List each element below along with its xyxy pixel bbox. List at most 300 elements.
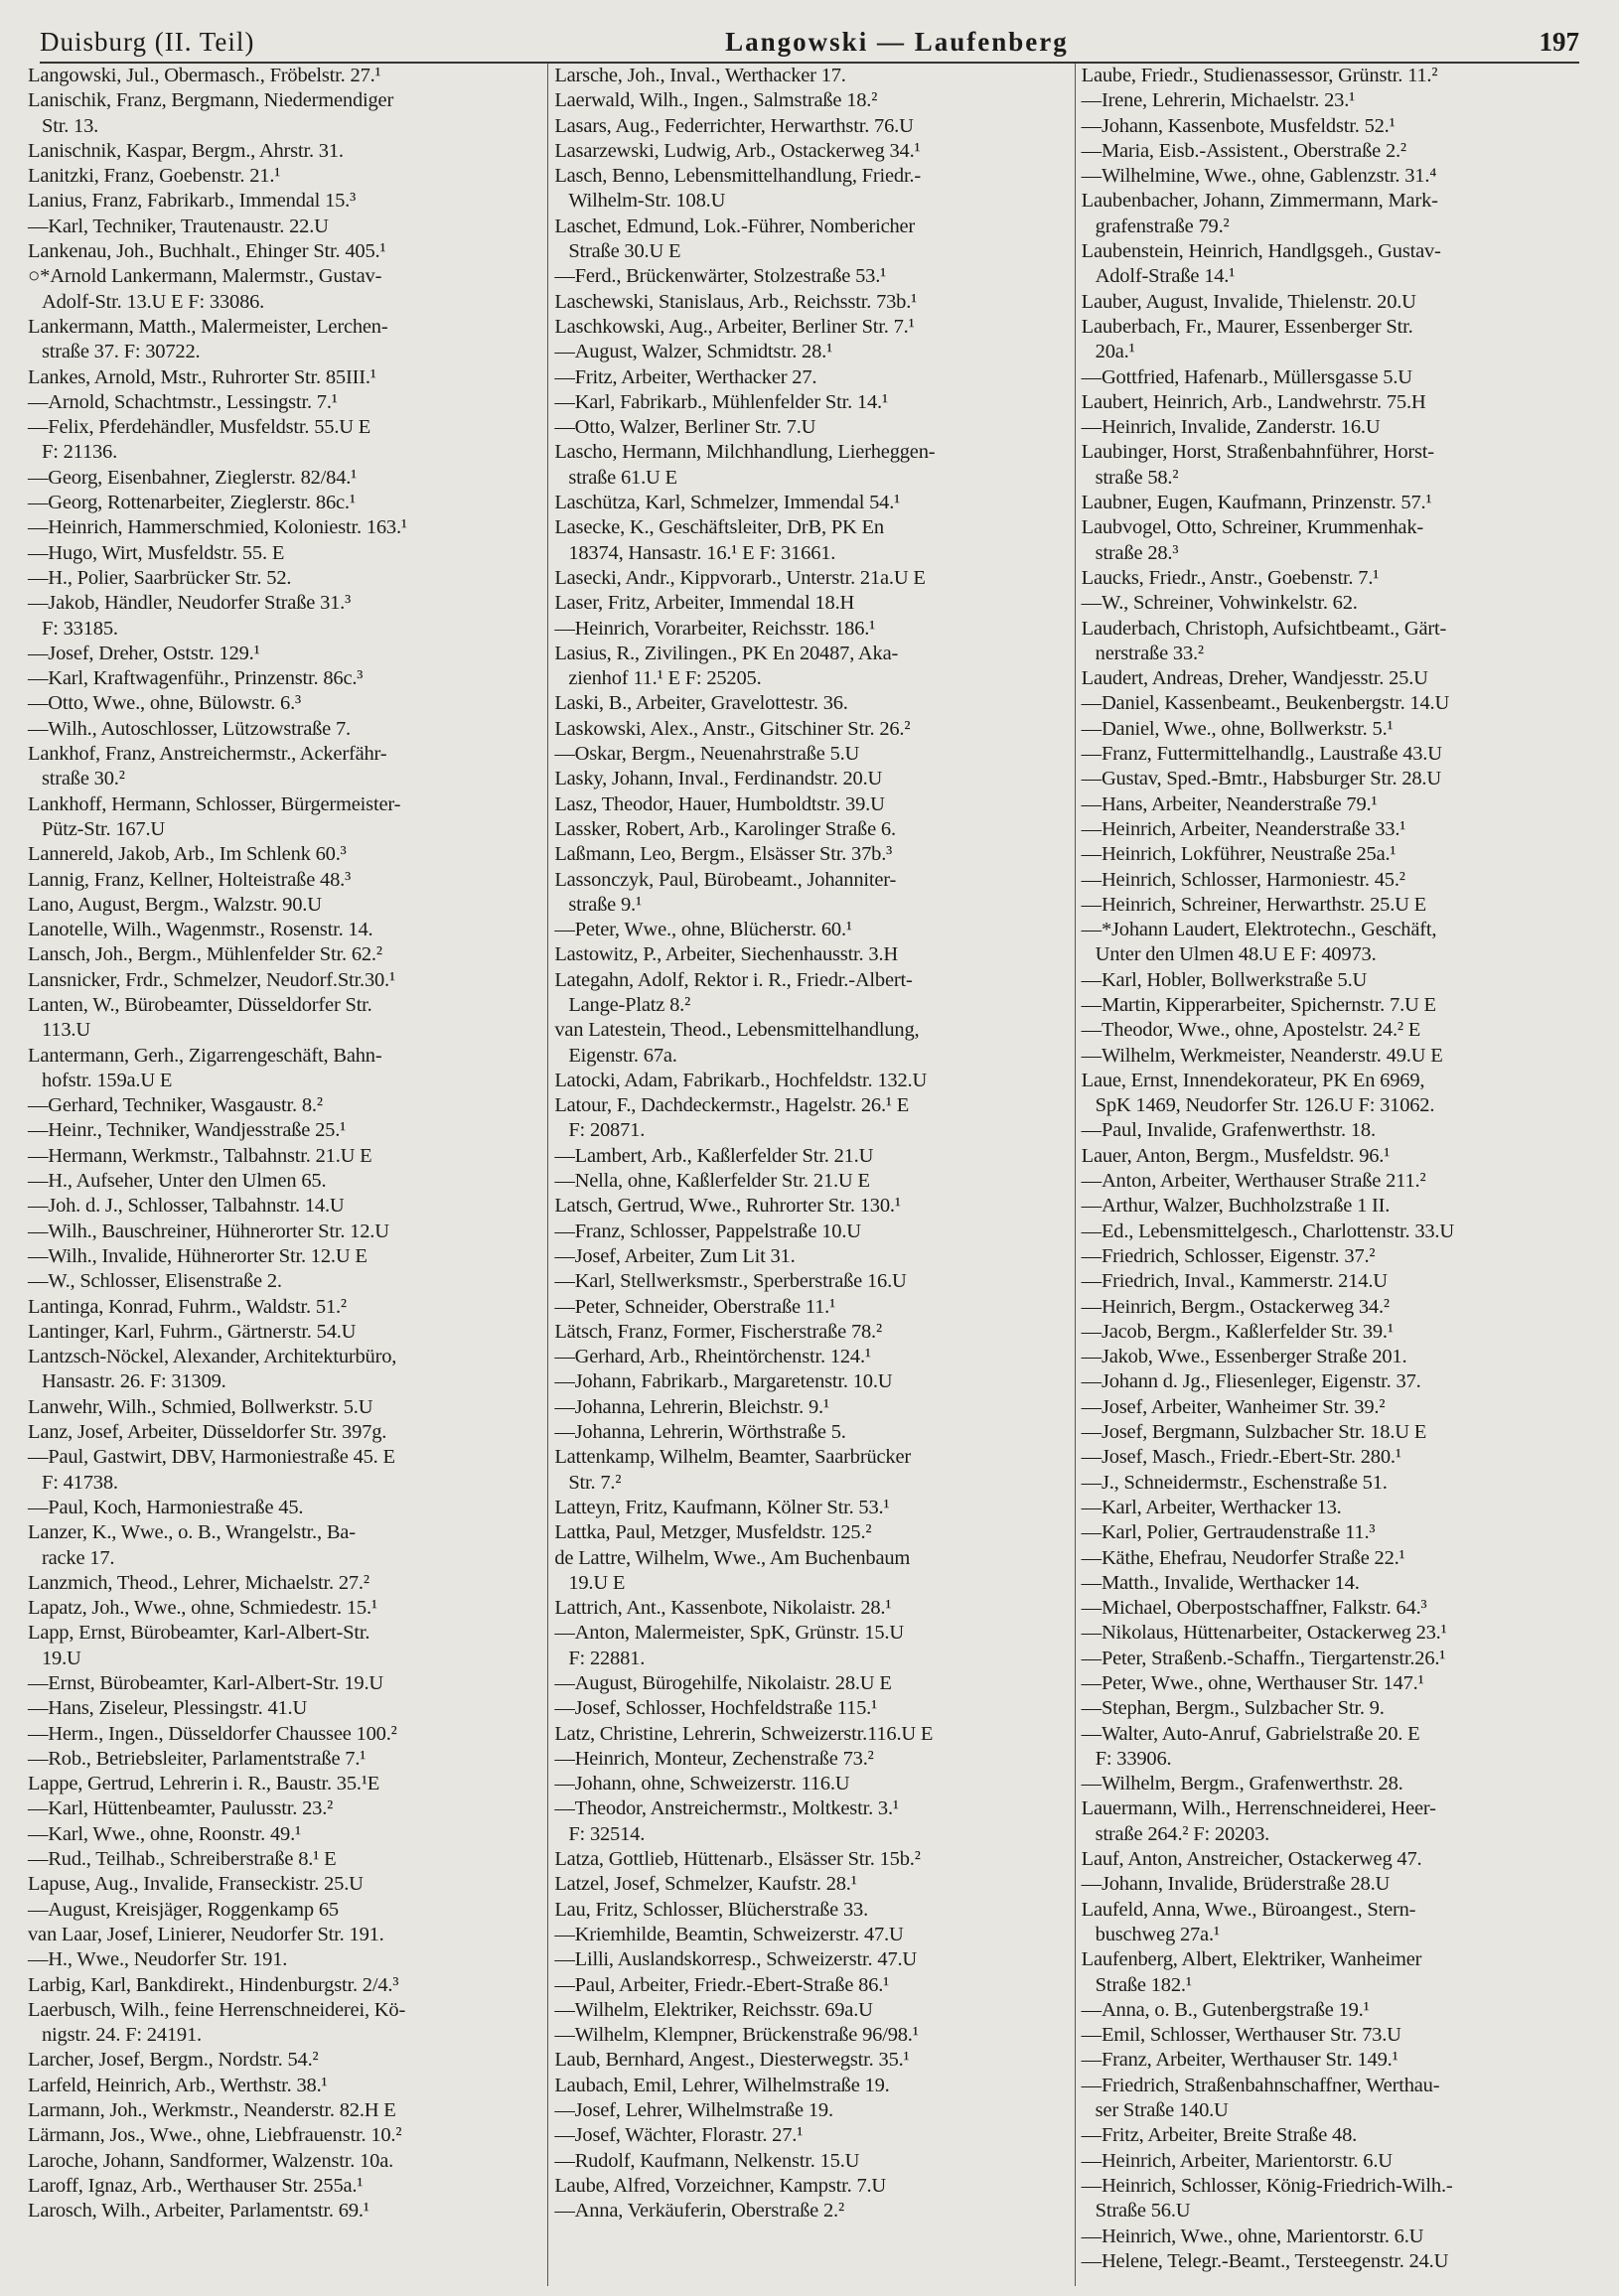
directory-entry bbox=[1082, 1395, 1595, 1420]
entry-line: —Johanna, Lehrerin, Bleichstr. 9.¹ bbox=[554, 1395, 829, 1418]
directory-entry bbox=[1082, 415, 1595, 440]
entry-line: —Friedrich, Inval., Kammerstr. 214.U bbox=[1081, 1270, 1388, 1293]
directory-entry bbox=[554, 868, 1068, 919]
entry-continuation-line: F: 21136. bbox=[42, 441, 118, 464]
entry-line: Lauderbach, Christoph, Aufsichtbeamt., Gärt- bbox=[1081, 617, 1447, 640]
entry-continuation-line: F: 20871. bbox=[568, 1119, 646, 1142]
entry-line: Laufeld, Anna, Wwe., Büroangest., Stern- bbox=[1081, 1898, 1416, 1921]
directory-entry bbox=[554, 1144, 1068, 1169]
directory-entry bbox=[28, 264, 541, 315]
entry-line: —Ferd., Brückenwärter, Stolzestraße 53.¹ bbox=[554, 265, 887, 288]
entry-line: —Jakob, Händler, Neudorfer Straße 31.³ bbox=[28, 592, 352, 615]
directory-entry bbox=[554, 1194, 1068, 1219]
entry-line: —Josef, Arbeiter, Zum Lit 31. bbox=[554, 1244, 796, 1267]
directory-entry bbox=[554, 491, 1068, 515]
entry-line: —Wilhelm, Elektriker, Reichsstr. 69a.U bbox=[554, 1998, 873, 2021]
directory-entry bbox=[28, 842, 541, 867]
entry-line: —Karl, Techniker, Trautenaustr. 22.U bbox=[28, 215, 329, 237]
entry-line: —Karl, Polier, Gertraudenstraße 11.³ bbox=[1081, 1521, 1376, 1544]
entry-continuation-line: Lange-Platz 8.² bbox=[568, 993, 691, 1016]
entry-line: Laroff, Ignaz, Arb., Werthauser Str. 255a.¹ bbox=[28, 2174, 364, 2197]
directory-entry bbox=[28, 691, 541, 716]
entry-line: —Wilh., Invalide, Hühnerorter Str. 12.U E bbox=[28, 1244, 368, 1267]
entry-line: —Peter, Wwe., ohne, Werthauser Str. 147.¹ bbox=[1081, 1672, 1424, 1694]
entry-line: Langowski, Jul., Obermasch., Fröbelstr. 27.¹ bbox=[28, 65, 381, 86]
entry-continuation-line: F: 33185. bbox=[42, 617, 118, 640]
directory-entry bbox=[554, 1169, 1068, 1194]
entry-continuation-line: F: 22881. bbox=[568, 1647, 646, 1669]
entry-line: Latteyn, Fritz, Kaufmann, Kölner Str. 53.¹ bbox=[554, 1496, 890, 1518]
entry-line: Laschkowski, Aug., Arbeiter, Berliner Str. 7.¹ bbox=[554, 315, 915, 338]
directory-entry bbox=[1082, 1144, 1595, 1169]
entry-line: —Heinrich, Arbeiter, Marientorstr. 6.U bbox=[1081, 2149, 1393, 2172]
directory-entry bbox=[1082, 1269, 1595, 1294]
directory-entry bbox=[28, 1671, 541, 1696]
page-header bbox=[40, 12, 1579, 64]
entry-continuation-line: Wilhelm-Str. 108.U bbox=[568, 190, 726, 213]
entry-continuation-line: Straße 30.U E bbox=[568, 240, 681, 263]
directory-columns bbox=[22, 64, 1601, 2286]
entry-line: —Otto, Walzer, Berliner Str. 7.U bbox=[554, 416, 816, 439]
directory-entry bbox=[28, 1571, 541, 1596]
entry-continuation-line: Unter den Ulmen 48.U E F: 40973. bbox=[1095, 943, 1377, 966]
directory-entry bbox=[28, 1998, 541, 2049]
entry-line: Lappe, Gertrud, Lehrerin i. R., Baustr. 35.¹E bbox=[28, 1773, 380, 1795]
entry-continuation-line: SpK 1469, Neudorfer Str. 126.U F: 31062. bbox=[1095, 1094, 1435, 1117]
directory-entry bbox=[28, 2048, 541, 2073]
entry-line: —Theodor, Wwe., ohne, Apostelstr. 24.² E bbox=[1081, 1019, 1421, 1042]
directory-entry bbox=[28, 1220, 541, 1244]
directory-entry bbox=[1082, 1520, 1595, 1545]
entry-line: Laufenberg, Albert, Elektriker, Wanheimer bbox=[1081, 1948, 1422, 1971]
directory-entry bbox=[28, 591, 541, 642]
directory-entry bbox=[28, 717, 541, 742]
directory-entry bbox=[554, 817, 1068, 842]
entry-line: —Lilli, Auslandskorresp., Schweizerstr. 47.U bbox=[554, 1948, 918, 1971]
directory-entry bbox=[554, 1069, 1068, 1093]
entry-line: Lankhof, Franz, Anstreichermstr., Ackerfähr- bbox=[28, 743, 387, 766]
directory-entry bbox=[554, 1998, 1068, 2023]
directory-entry bbox=[554, 315, 1068, 340]
entry-line: Lannereld, Jakob, Arb., Im Schlenk 60.³ bbox=[28, 843, 347, 866]
directory-entry bbox=[28, 1144, 541, 1169]
directory-entry bbox=[1082, 1044, 1595, 1069]
entry-line: —Wilhelm, Klempner, Brückenstraße 96/98.¹ bbox=[554, 2024, 919, 2047]
entry-line: Lapatz, Joh., Wwe., ohne, Schmiedestr. 15.¹ bbox=[28, 1597, 377, 1620]
directory-entry bbox=[554, 691, 1068, 716]
entry-line: Laroche, Johann, Sandformer, Walzenstr. 10a. bbox=[28, 2149, 394, 2172]
directory-entry bbox=[1082, 1696, 1595, 1721]
entry-line: —Paul, Arbeiter, Friedr.-Ebert-Straße 86.¹ bbox=[554, 1973, 890, 1996]
directory-entry bbox=[28, 2149, 541, 2174]
entry-line: Lanischik, Franz, Bergmann, Niedermendiger bbox=[28, 89, 394, 112]
directory-entry bbox=[1082, 1320, 1595, 1345]
directory-entry bbox=[554, 415, 1068, 440]
directory-entry bbox=[28, 642, 541, 666]
entry-continuation-line: Hansastr. 26. F: 31309. bbox=[42, 1370, 226, 1393]
entry-line: Laubinger, Horst, Straßenbahnführer, Horst- bbox=[1081, 441, 1434, 464]
directory-entry bbox=[554, 1395, 1068, 1420]
directory-entry bbox=[554, 2048, 1068, 2073]
directory-entry bbox=[28, 390, 541, 415]
entry-line: —Karl, Arbeiter, Werthacker 13. bbox=[1081, 1496, 1342, 1518]
directory-entry bbox=[1082, 1069, 1595, 1119]
directory-entry bbox=[554, 1420, 1068, 1445]
entry-line: —Käthe, Ehefrau, Neudorfer Straße 22.¹ bbox=[1081, 1546, 1405, 1569]
entry-line: —Karl, Wwe., ohne, Roonstr. 49.¹ bbox=[28, 1822, 301, 1845]
directory-entry bbox=[28, 1420, 541, 1445]
entry-line: —Lambert, Arb., Kaßlerfelder Str. 21.U bbox=[554, 1144, 874, 1167]
directory-entry bbox=[1082, 1872, 1595, 1897]
directory-entry bbox=[28, 1796, 541, 1821]
entry-line: Lasch, Benno, Lebensmittelhandlung, Friedr.- bbox=[554, 165, 921, 188]
entry-line: Lattka, Paul, Metzger, Musfeldstr. 125.² bbox=[554, 1521, 872, 1544]
directory-entry bbox=[554, 2149, 1068, 2174]
directory-entry bbox=[554, 2074, 1068, 2098]
directory-entry bbox=[28, 942, 541, 967]
directory-entry bbox=[554, 767, 1068, 791]
directory-entry bbox=[28, 1596, 541, 1621]
directory-entry bbox=[28, 1747, 541, 1772]
directory-entry bbox=[554, 1295, 1068, 1320]
directory-entry bbox=[1082, 1647, 1595, 1671]
directory-entry bbox=[554, 1923, 1068, 1947]
entry-line: —Karl, Fabrikarb., Mühlenfelder Str. 14.¹ bbox=[554, 390, 888, 413]
entry-line: —Heinrich, Monteur, Zechenstraße 73.² bbox=[554, 1747, 874, 1770]
entry-line: Laschewski, Stanislaus, Arb., Reichsstr. 73b.¹ bbox=[554, 290, 918, 313]
directory-entry bbox=[554, 2174, 1068, 2199]
directory-entry bbox=[28, 1093, 541, 1118]
entry-line: —Walter, Auto-Anruf, Gabrielstraße 20. E bbox=[1081, 1722, 1420, 1745]
entry-line: Lanwehr, Wilh., Schmied, Bollwerkstr. 5.U bbox=[28, 1395, 373, 1418]
directory-entry bbox=[28, 1496, 541, 1520]
entry-line: —Emil, Schlosser, Werthauser Str. 73.U bbox=[1081, 2024, 1401, 2047]
directory-entry bbox=[554, 290, 1068, 315]
directory-entry bbox=[554, 1898, 1068, 1923]
directory-entry bbox=[554, 742, 1068, 767]
directory-entry bbox=[1082, 1898, 1595, 1948]
directory-entry bbox=[1082, 1796, 1595, 1847]
directory-entry bbox=[1082, 1220, 1595, 1244]
directory-entry bbox=[28, 466, 541, 491]
directory-entry bbox=[554, 1872, 1068, 1897]
directory-entry bbox=[554, 215, 1068, 265]
entry-line: Laubenbacher, Johann, Zimmermann, Mark- bbox=[1081, 190, 1438, 213]
entry-continuation-line: Straße 56.U bbox=[1095, 2200, 1191, 2223]
directory-entry bbox=[28, 666, 541, 691]
entry-line: —Franz, Futtermittelhandlg., Laustraße 43.U bbox=[1081, 743, 1442, 766]
directory-entry bbox=[28, 1395, 541, 1420]
directory-entry bbox=[554, 1671, 1068, 1696]
entry-line: Laschet, Edmund, Lok.-Führer, Nombericher bbox=[554, 215, 916, 237]
entry-line: Lanzmich, Theod., Lehrer, Michaelstr. 27.² bbox=[28, 1571, 369, 1594]
entry-line: —Otto, Wwe., ohne, Bülowstr. 6.³ bbox=[28, 692, 301, 715]
entry-line: Latza, Gottlieb, Hüttenarb., Elsässer Str. 15b.² bbox=[554, 1848, 921, 1871]
entry-continuation-line: 20a.¹ bbox=[1095, 341, 1135, 363]
directory-entry bbox=[28, 88, 541, 139]
entry-line: —August, Walzer, Schmidtstr. 28.¹ bbox=[554, 341, 833, 363]
entry-continuation-line: 19.U bbox=[42, 1647, 81, 1669]
entry-line: Lankermann, Matth., Malermeister, Lerchen- bbox=[28, 315, 388, 338]
entry-continuation-line: straße 9.¹ bbox=[568, 893, 642, 916]
directory-entry bbox=[1082, 1998, 1595, 2023]
page-number: 197 bbox=[1539, 27, 1579, 57]
entry-line: —Georg, Eisenbahner, Zieglerstr. 82/84.¹ bbox=[28, 466, 358, 489]
directory-entry bbox=[1082, 1445, 1595, 1470]
entry-line: —Oskar, Bergm., Neuenahrstraße 5.U bbox=[554, 743, 860, 766]
entry-line: Laskowski, Alex., Anstr., Gitschiner Str. 26.² bbox=[554, 717, 911, 740]
entry-line: Lantinga, Konrad, Fuhrm., Waldstr. 51.² bbox=[28, 1295, 347, 1318]
directory-entry bbox=[554, 717, 1068, 742]
directory-entry bbox=[28, 515, 541, 540]
entry-line: Laschütza, Karl, Schmelzer, Immendal 54.¹ bbox=[554, 492, 901, 514]
directory-entry bbox=[554, 1596, 1068, 1621]
directory-entry bbox=[554, 1369, 1068, 1394]
entry-line: —Stephan, Bergm., Sulzbacher Str. 9. bbox=[1081, 1697, 1385, 1720]
directory-entry bbox=[28, 792, 541, 843]
entry-continuation-line: Str. 7.² bbox=[568, 1471, 622, 1494]
entry-line: —Karl, Hobler, Bollwerkstraße 5.U bbox=[1081, 968, 1368, 991]
entry-line: Latsch, Gertrud, Wwe., Ruhrorter Str. 130.¹ bbox=[554, 1195, 901, 1218]
entry-continuation-line: straße 28.³ bbox=[1095, 541, 1179, 564]
entry-line: —Heinrich, Vorarbeiter, Reichsstr. 186.¹ bbox=[554, 617, 876, 640]
entry-line: —Johann, Fabrikarb., Margaretenstr. 10.U bbox=[554, 1370, 893, 1393]
entry-line: —Theodor, Anstreichermstr., Moltkestr. 3.¹ bbox=[554, 1797, 899, 1820]
entry-line: Lau, Fritz, Schlosser, Blücherstraße 33. bbox=[554, 1898, 869, 1921]
entry-line: —Michael, Oberpostschaffner, Falkstr. 64.³ bbox=[1081, 1597, 1427, 1620]
directory-entry bbox=[28, 189, 541, 214]
entry-line: Lärmann, Jos., Wwe., ohne, Liebfrauenstr. 10.² bbox=[28, 2124, 402, 2147]
directory-entry bbox=[1082, 566, 1595, 591]
directory-entry bbox=[28, 1947, 541, 1972]
entry-continuation-line: racke 17. bbox=[42, 1546, 115, 1569]
entry-line: —Friedrich, Straßenbahnschaffner, Werthau- bbox=[1081, 2074, 1440, 2096]
entry-line: —Fritz, Arbeiter, Breite Straße 48. bbox=[1081, 2124, 1358, 2147]
entry-line: Lapuse, Aug., Invalide, Franseckistr. 25.U bbox=[28, 1873, 364, 1896]
directory-entry bbox=[554, 1947, 1068, 1972]
directory-entry bbox=[28, 215, 541, 239]
directory-entry bbox=[554, 1847, 1068, 1872]
directory-entry bbox=[1082, 1722, 1595, 1773]
directory-entry bbox=[1082, 139, 1595, 164]
city-section-title: Duisburg (II. Teil) bbox=[40, 27, 255, 57]
entry-line: —August, Bürogehilfe, Nikolaistr. 28.U E bbox=[554, 1672, 892, 1694]
entry-continuation-line: Eigenstr. 67a. bbox=[568, 1044, 677, 1067]
entry-line: —Kriemhilde, Beamtin, Schweizerstr. 47.U bbox=[554, 1923, 904, 1945]
entry-line: Lansch, Joh., Bergm., Mühlenfelder Str. 62.² bbox=[28, 943, 382, 966]
directory-entry bbox=[1082, 893, 1595, 918]
entry-line: Larmann, Joh., Werkmstr., Neanderstr. 82.H E bbox=[28, 2099, 396, 2122]
directory-entry bbox=[1082, 64, 1595, 88]
directory-entry bbox=[1082, 239, 1595, 290]
directory-entry bbox=[554, 968, 1068, 1019]
entry-line: —H., Aufseher, Unter den Ulmen 65. bbox=[28, 1170, 327, 1193]
entry-line: —Johann, Kassenbote, Musfeldstr. 52.¹ bbox=[1081, 114, 1396, 137]
directory-entry bbox=[554, 1220, 1068, 1244]
directory-entry bbox=[554, 1345, 1068, 1369]
directory-entry bbox=[554, 1496, 1068, 1520]
entry-line: —Karl, Stellwerksmstr., Sperberstraße 16.U bbox=[554, 1270, 907, 1293]
entry-line: Laue, Ernst, Innendekorateur, PK En 6969, bbox=[1081, 1069, 1425, 1091]
directory-entry bbox=[28, 1194, 541, 1219]
directory-entry bbox=[1082, 515, 1595, 566]
entry-line: Lastowitz, P., Arbeiter, Siechenhausstr. 3.H bbox=[554, 943, 898, 966]
entry-line: Lätsch, Franz, Former, Fischerstraße 78.² bbox=[554, 1320, 882, 1343]
entry-line: Lauf, Anton, Anstreicher, Ostackerweg 47. bbox=[1081, 1848, 1422, 1871]
directory-entry bbox=[1082, 2149, 1595, 2174]
directory-entry bbox=[554, 1520, 1068, 1545]
directory-entry bbox=[1082, 1244, 1595, 1269]
entry-line: Lassonczyk, Paul, Bürobeamt., Johanniter- bbox=[554, 868, 897, 891]
entry-continuation-line: nerstraße 33.² bbox=[1095, 642, 1204, 664]
entry-line: —Arthur, Walzer, Buchholzstraße 1 II. bbox=[1081, 1195, 1391, 1218]
directory-entry bbox=[1082, 1118, 1595, 1143]
directory-entry bbox=[28, 2074, 541, 2098]
directory-entry bbox=[554, 1772, 1068, 1796]
directory-entry bbox=[28, 1973, 541, 1998]
directory-entry bbox=[28, 1269, 541, 1294]
entry-line: —H., Polier, Saarbrücker Str. 52. bbox=[28, 566, 292, 589]
entry-line: —Felix, Pferdehändler, Musfeldstr. 55.U E bbox=[28, 416, 371, 439]
entry-line: Lankenau, Joh., Buchhalt., Ehinger Str. 405.¹ bbox=[28, 240, 386, 263]
entry-line: Latz, Christine, Lehrerin, Schweizerstr.116.U E bbox=[554, 1722, 934, 1745]
directory-entry bbox=[28, 1772, 541, 1796]
entry-continuation-line: 113.U bbox=[42, 1019, 90, 1042]
directory-column-3 bbox=[1075, 64, 1601, 2286]
directory-entry bbox=[1082, 1546, 1595, 1571]
entry-line: —Rud., Teilhab., Schreiberstraße 8.¹ E bbox=[28, 1848, 337, 1871]
directory-entry bbox=[554, 390, 1068, 415]
directory-entry bbox=[554, 440, 1068, 491]
entry-line: Laser, Fritz, Arbeiter, Immendal 18.H bbox=[554, 592, 855, 615]
directory-entry bbox=[1082, 993, 1595, 1018]
directory-entry bbox=[28, 491, 541, 515]
directory-entry bbox=[1082, 440, 1595, 491]
entry-line: Lanitzki, Franz, Goebenstr. 21.¹ bbox=[28, 165, 281, 188]
directory-entry bbox=[28, 742, 541, 792]
entry-continuation-line: F: 32514. bbox=[568, 1822, 646, 1845]
entry-line: Laubert, Heinrich, Arb., Landwehrstr. 75.H bbox=[1081, 390, 1426, 413]
entry-line: de Lattre, Wilhelm, Wwe., Am Buchenbaum bbox=[554, 1546, 911, 1569]
directory-entry bbox=[1082, 2048, 1595, 2073]
entry-line: —Wilhelm, Bergm., Grafenwerthstr. 28. bbox=[1081, 1773, 1403, 1795]
entry-continuation-line: straße 264.² F: 20203. bbox=[1095, 1822, 1270, 1845]
entry-line: —Friedrich, Schlosser, Eigenstr. 37.² bbox=[1081, 1244, 1376, 1267]
entry-continuation-line: straße 58.² bbox=[1095, 466, 1179, 489]
entry-line: —Karl, Hüttenbeamter, Paulusstr. 23.² bbox=[28, 1797, 334, 1820]
entry-continuation-line: Pütz-Str. 167.U bbox=[42, 817, 165, 840]
entry-line: Laudert, Andreas, Dreher, Wandjesstr. 25.U bbox=[1081, 667, 1428, 690]
entry-line: Lanzer, K., Wwe., o. B., Wrangelstr., Ba- bbox=[28, 1521, 356, 1544]
directory-entry bbox=[554, 842, 1068, 867]
entry-line: Laub, Bernhard, Angest., Diesterwegstr. 35.¹ bbox=[554, 2049, 910, 2072]
directory-entry bbox=[1082, 164, 1595, 189]
directory-entry bbox=[1082, 591, 1595, 616]
directory-entry bbox=[28, 566, 541, 591]
directory-entry bbox=[28, 2199, 541, 2224]
entry-continuation-line: straße 61.U E bbox=[568, 466, 677, 489]
directory-entry bbox=[554, 1244, 1068, 1269]
entry-continuation-line: ser Straße 140.U bbox=[1095, 2099, 1229, 2122]
entry-line: Larosch, Wilh., Arbeiter, Parlamentstr. 69.¹ bbox=[28, 2200, 369, 2223]
entry-continuation-line: F: 33906. bbox=[1095, 1747, 1172, 1770]
entry-line: —Arnold, Schachtmstr., Lessingstr. 7.¹ bbox=[28, 390, 338, 413]
entry-line: —Hans, Arbeiter, Neanderstraße 79.¹ bbox=[1081, 792, 1378, 815]
directory-entry bbox=[554, 114, 1068, 139]
directory-entry bbox=[28, 2098, 541, 2123]
entry-line: Lattrich, Ant., Kassenbote, Nikolaistr. 28.¹ bbox=[554, 1597, 892, 1620]
directory-entry bbox=[28, 1722, 541, 1747]
entry-line: Lasecke, K., Geschäftsleiter, DrB, PK En bbox=[554, 516, 884, 539]
directory-entry bbox=[1082, 1369, 1595, 1394]
entry-line: Laubach, Emil, Lehrer, Wilhelmstraße 19. bbox=[554, 2074, 890, 2096]
directory-entry bbox=[28, 893, 541, 918]
directory-entry bbox=[554, 792, 1068, 817]
entry-line: Larbig, Karl, Bankdirekt., Hindenburgstr. 2/4.³ bbox=[28, 1973, 399, 1996]
directory-entry bbox=[554, 1621, 1068, 1671]
directory-entry bbox=[28, 1923, 541, 1947]
entry-line: ○*Arnold Lankermann, Malermstr., Gustav- bbox=[28, 265, 382, 288]
directory-entry bbox=[554, 617, 1068, 642]
entry-line: —Rob., Betriebsleiter, Parlamentstraße 7.¹ bbox=[28, 1747, 367, 1770]
entry-line: Lasius, R., Zivilingen., PK En 20487, Aka- bbox=[554, 642, 899, 664]
entry-line: —Matth., Invalide, Werthacker 14. bbox=[1081, 1571, 1360, 1594]
entry-line: —Ed., Lebensmittelgesch., Charlottenstr. 33.U bbox=[1081, 1220, 1454, 1242]
entry-line: —Heinrich, Hammerschmied, Koloniestr. 163.¹ bbox=[28, 516, 407, 539]
entry-line: Lasky, Johann, Inval., Ferdinandstr. 20.U bbox=[554, 768, 883, 790]
entry-line: Lauber, August, Invalide, Thielenstr. 20.U bbox=[1081, 290, 1416, 313]
entry-line: Lanischnik, Kaspar, Bergm., Ahrstr. 31. bbox=[28, 139, 344, 162]
entry-continuation-line: 18374, Hansastr. 16.¹ E F: 31661. bbox=[568, 541, 836, 564]
directory-entry bbox=[554, 88, 1068, 113]
directory-entry bbox=[1082, 2023, 1595, 2048]
directory-entry bbox=[1082, 1596, 1595, 1621]
directory-entry bbox=[1082, 290, 1595, 315]
entry-line: Larsche, Joh., Inval., Werthacker 17. bbox=[554, 65, 846, 86]
entry-line: —Ernst, Bürobeamter, Karl-Albert-Str. 19.U bbox=[28, 1672, 383, 1694]
entry-line: —Martin, Kipperarbeiter, Spichernstr. 7.U E bbox=[1081, 993, 1436, 1016]
entry-line: —Franz, Schlosser, Pappelstraße 10.U bbox=[554, 1220, 861, 1242]
entry-line: —Gerhard, Techniker, Wasgaustr. 8.² bbox=[28, 1094, 323, 1117]
directory-entry bbox=[554, 1722, 1068, 1747]
directory-entry bbox=[28, 1244, 541, 1269]
directory-entry bbox=[554, 1696, 1068, 1721]
directory-entry bbox=[28, 1621, 541, 1671]
entry-line: Lauermann, Wilh., Herrenschneiderei, Heer- bbox=[1081, 1797, 1436, 1820]
directory-column-2 bbox=[547, 64, 1074, 2286]
entry-line: —Josef, Bergmann, Sulzbacher Str. 18.U E bbox=[1081, 1421, 1427, 1444]
entry-line: Lategahn, Adolf, Rektor i. R., Friedr.-Albert- bbox=[554, 968, 913, 991]
entry-line: —Joh. d. J., Schlosser, Talbahnstr. 14.U bbox=[28, 1195, 345, 1218]
directory-entry bbox=[28, 1169, 541, 1194]
entry-line: Lasars, Aug., Federrichter, Herwarthstr. 76.U bbox=[554, 114, 914, 137]
entry-line: —Josef, Arbeiter, Wanheimer Str. 39.² bbox=[1081, 1395, 1386, 1418]
directory-entry bbox=[554, 1320, 1068, 1345]
directory-entry bbox=[554, 264, 1068, 289]
entry-line: —Jacob, Bergm., Kaßlerfelder Str. 39.¹ bbox=[1081, 1320, 1394, 1343]
entry-line: —Gerhard, Arb., Rheintörchenstr. 124.¹ bbox=[554, 1346, 871, 1368]
entry-line: Lantermann, Gerh., Zigarrengeschäft, Bahn- bbox=[28, 1044, 382, 1067]
entry-line: Lanius, Franz, Fabrikarb., Immendal 15.³ bbox=[28, 190, 357, 213]
entry-line: —Paul, Invalide, Grafenwerthstr. 18. bbox=[1081, 1119, 1376, 1142]
directory-entry bbox=[1082, 88, 1595, 113]
directory-entry bbox=[1082, 2174, 1595, 2224]
directory-entry bbox=[28, 365, 541, 390]
entry-line: Lasz, Theodor, Hauer, Humboldtstr. 39.U bbox=[554, 792, 885, 815]
entry-continuation-line: Adolf-Straße 14.¹ bbox=[1095, 265, 1236, 288]
directory-entry bbox=[1082, 617, 1595, 667]
entry-line: Lano, August, Bergm., Walzstr. 90.U bbox=[28, 893, 322, 916]
